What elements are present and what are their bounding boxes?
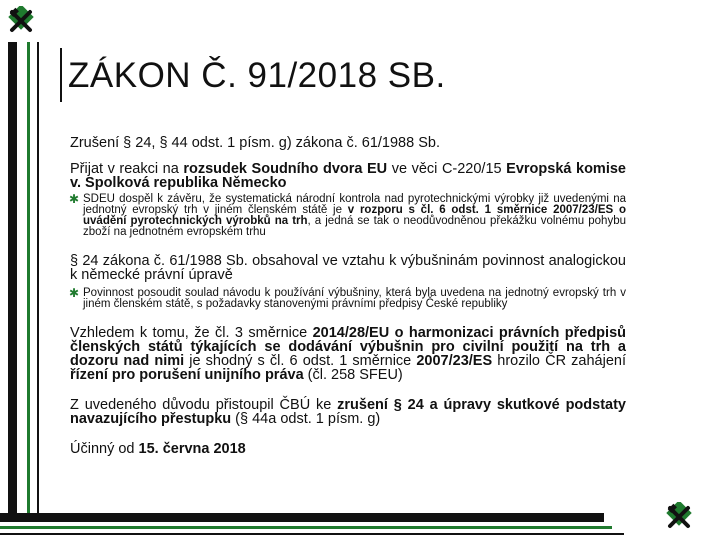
- text-run: Účinný od: [70, 441, 139, 457]
- slide-content: [70, 136, 626, 456]
- emphasis-text: Evropská komise v. Spolková republika Německo: [70, 161, 626, 191]
- text-run: Z uvedeného důvodu přistoupil ČBÚ ke: [70, 397, 338, 413]
- hammer-and-pick-icon: [664, 502, 694, 532]
- emphasis-text: v rozporu s čl. 6 odst. 1 směrnice 2007/23/ES o uvádění pyrotechnických výrobků na trh: [83, 204, 626, 227]
- emphasis-text: řízení pro porušení unijního práva: [70, 367, 304, 383]
- text-run: ve věci C-220/15: [387, 161, 507, 177]
- list-item: [69, 288, 626, 310]
- text-run: Vzhledem k tomu, že čl. 3 směrnice: [70, 325, 313, 341]
- text-run: (§ 44a odst. 1 písm. g): [231, 411, 381, 427]
- left-bar-green: [27, 42, 30, 522]
- hammer-and-pick-icon: [6, 6, 36, 36]
- title-rule: [60, 48, 62, 102]
- list-item: [69, 194, 626, 238]
- emphasis-text: rozsudek Soudního dvora EU: [183, 161, 388, 177]
- left-bar-thick: [8, 42, 17, 522]
- checkmark-bullet-icon: ✱: [69, 286, 80, 300]
- emphasis-text: 2007/23/ES: [416, 353, 493, 369]
- bottom-bar-thick: [0, 513, 604, 522]
- paragraph-section-24: § 24 zákona č. 61/1988 Sb. obsahoval ve vztahu k výbušninám povinnost analogickou k německé právní úpravě: [70, 253, 626, 283]
- emphasis-text: zrušení § 24 a úpravy skutkové podstaty navazujícího přestupku: [70, 397, 626, 427]
- text-run: SDEU dospěl k závěru, že systematická národní kontrola nad pyrotechnickými výrobky již uvedenými na jednotný evropský trh v jiném členském státě je: [83, 193, 626, 216]
- paragraph-reason: [70, 398, 626, 426]
- text-run: hrozilo ČR zahájení: [492, 353, 626, 369]
- paragraph-directive: [70, 326, 626, 382]
- slide-title: ZÁKON Č. 91/2018 SB.: [68, 56, 446, 95]
- text-run: , a jedná se tak o neodůvodněnou překážku volnému pohybu zboží na jednotném evropském trhu: [83, 215, 626, 238]
- sub-point-obligation: Povinnost posoudit soulad návodu k používání výbušniny, která byla uvedena na jednotný evropský trh v jiném členském státě, s požadavky stanovenými právními předpisy České republiky: [83, 287, 626, 310]
- bottom-bar-green: [0, 526, 612, 529]
- paragraph-effective: [70, 442, 626, 456]
- checkmark-bullet-icon: ✱: [69, 192, 80, 206]
- sub-point-sdeu: [83, 194, 626, 238]
- text-run: Přijat v reakci na: [70, 161, 184, 177]
- paragraph-repeal: Zrušení § 24, § 44 odst. 1 písm. g) zákona č. 61/1988 Sb.: [70, 135, 440, 151]
- bottom-bar-thin: [0, 533, 624, 535]
- paragraph-adopted: [70, 162, 626, 190]
- emphasis-text: 2014/28/EU o harmonizaci právních předpisů členských států týkajících se dodávání výbušnin pro civilní použití na trh a dozoru nad nimi: [70, 325, 626, 369]
- text-run: (čl. 258 SFEU): [303, 367, 403, 383]
- left-bar-thin: [37, 42, 39, 522]
- emphasis-text: 15. června 2018: [138, 441, 246, 457]
- text-run: je shodný s čl. 6 odst. 1 směrnice: [184, 353, 417, 369]
